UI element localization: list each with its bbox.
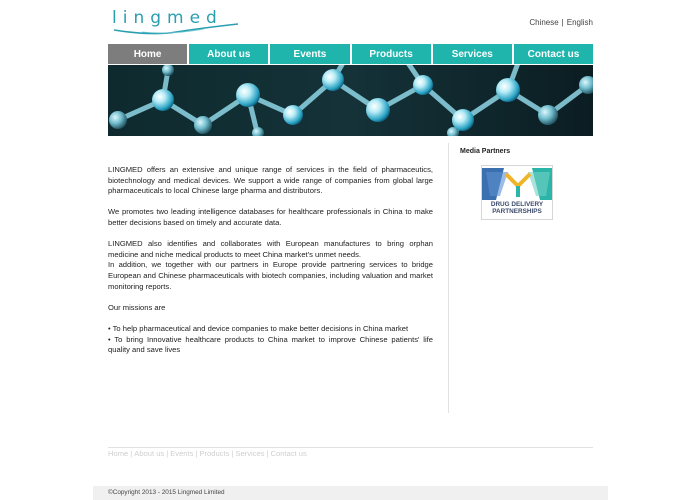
logo-text: lingmed — [112, 8, 223, 28]
lang-chinese-link[interactable]: Chinese — [529, 18, 559, 27]
footer-link-events[interactable]: Events — [170, 449, 194, 458]
missions-heading: Our missions are — [108, 302, 166, 312]
lang-separator: | — [561, 18, 564, 27]
logo-swoosh-icon — [112, 22, 240, 36]
content-divider — [448, 143, 449, 413]
drug-delivery-partnerships-logo[interactable] — [481, 165, 553, 220]
footer-separator: | — [231, 449, 234, 458]
lingmed-logo[interactable] — [112, 8, 240, 36]
footer-link-contact-us[interactable]: Contact us — [270, 449, 307, 458]
mission-item: • To help pharmaceutical and device companies to make better decisions in China market — [108, 323, 409, 333]
partner-line-2: PARTNERSHIPS — [492, 208, 542, 215]
main-nav — [108, 44, 593, 64]
nav-about-us[interactable]: About us — [189, 44, 268, 64]
copyright-text: ©Copyright 2013 - 2015 Lingmed Limited — [108, 489, 225, 496]
molecule-banner-image — [108, 65, 593, 136]
footer-separator: | — [130, 449, 133, 458]
footer-nav — [108, 449, 307, 458]
nav-services[interactable]: Services — [433, 44, 512, 64]
footer-link-services[interactable]: Services — [235, 449, 265, 458]
language-switch — [529, 18, 593, 27]
partner-line-1: DRUG DELIVERY — [490, 201, 544, 208]
footer-link-home[interactable]: Home — [108, 449, 129, 458]
mission-item: • To bring Innovative healthcare products to China market to improve Chinese patients' life quality and save lives — [108, 334, 433, 355]
orphan-medicine-paragraph: LINGMED also identifies and collaborates with European manufactures to bring orphan medicine and niche medical products to meet China market's unmet needs. — [108, 239, 433, 259]
nav-events[interactable]: Events — [270, 44, 349, 64]
media-partners-title: Media Partners — [460, 148, 511, 155]
nav-contact-us[interactable]: Contact us — [514, 44, 593, 64]
footer-separator: | — [195, 449, 198, 458]
lang-english-link[interactable]: English — [566, 18, 593, 27]
molecule-illustration — [108, 65, 593, 136]
partnering-paragraph: In addition, we together with our partners in Europe provide partnering services to bridge European and Chinese pharmaceuticals with biotech companies, including valuation and market monitoring reports. — [108, 260, 433, 291]
footer-separator: | — [166, 449, 169, 458]
databases-paragraph: We promotes two leading intelligence databases for healthcare professionals in China to make better decisions based on timely and accurate data. — [108, 207, 433, 227]
main-content — [108, 165, 433, 356]
intro-paragraph: LINGMED offers an extensive and unique range of services in the field of pharmaceutics, biotechnology and medical devices. We support a wide range of companies from global large pharmaceuticals to local Chinese large pharma and distributors. — [108, 165, 433, 196]
nav-products[interactable]: Products — [352, 44, 431, 64]
nav-home[interactable]: Home — [108, 44, 187, 64]
footer-divider — [108, 447, 593, 448]
footer-link-about-us[interactable]: About us — [134, 449, 165, 458]
footer-separator: | — [266, 449, 269, 458]
footer-link-products[interactable]: Products — [199, 449, 230, 458]
partner-logo-icon — [482, 166, 553, 200]
